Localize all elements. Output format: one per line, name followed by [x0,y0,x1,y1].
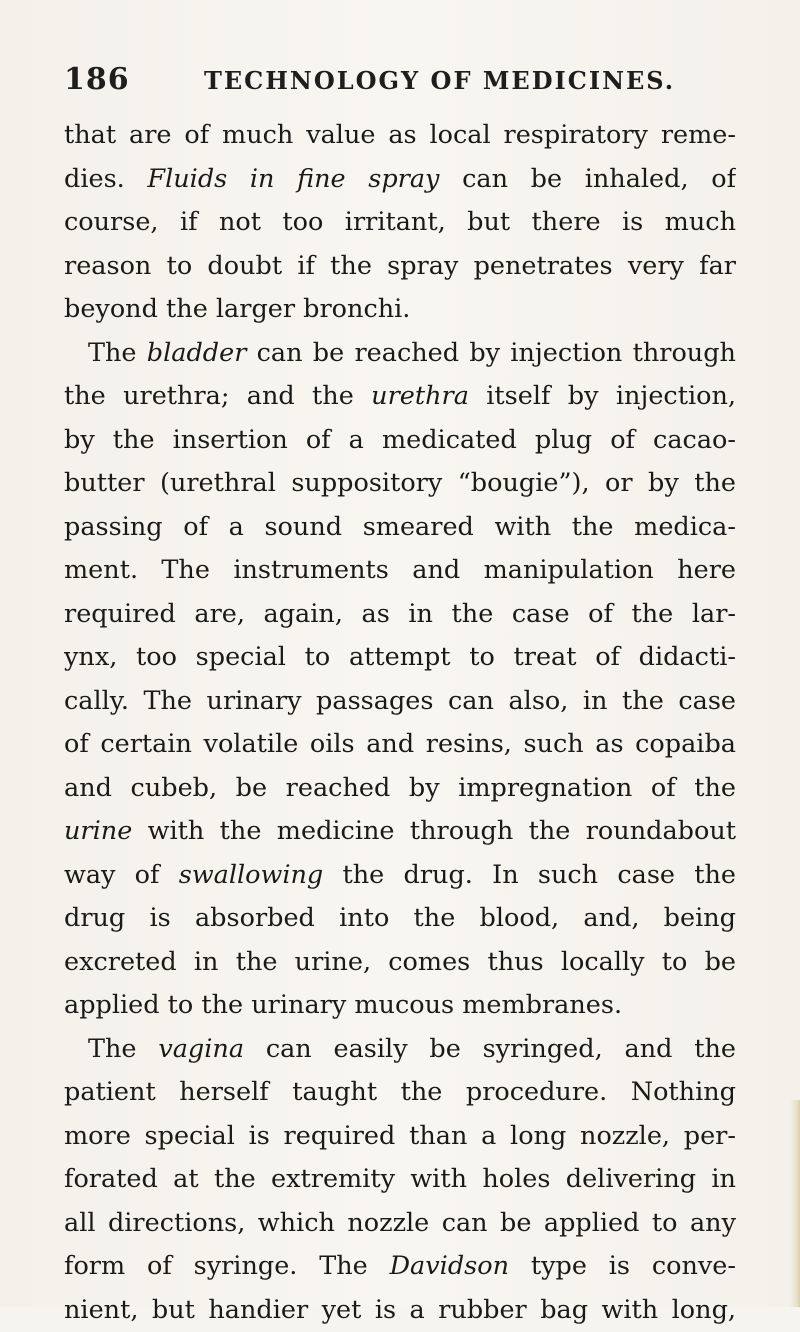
text-segment: with the medicine through the roundabout [132,816,736,846]
italic-term: urine [64,816,132,846]
text-segment: excreted in the urine, comes thus locally to be [64,947,736,977]
text-line [64,158,736,202]
text-line [64,288,736,332]
text-line [64,462,736,506]
text-line [64,245,736,289]
text-segment: ment. The instruments and manipulation here [64,555,736,585]
text-line [64,1028,736,1072]
text-line [64,854,736,898]
italic-term: vagina [158,1034,244,1064]
text-segment: can be inhaled, of [439,164,736,194]
text-segment: the drug. In such case the [323,860,736,890]
text-segment: nient, but handier yet is a rubber bag with long, [64,1295,736,1325]
text-line [64,593,736,637]
text-segment: ynx, too special to attempt to treat of didacti- [64,642,736,672]
text-line [64,1202,736,1246]
text-segment: drug is absorbed into the blood, and, being [64,903,736,933]
text-line [64,419,736,463]
text-segment: course, if not too irritant, but there is much [64,207,736,237]
page-number: 186 [64,62,130,97]
text-segment: The [88,1034,158,1064]
text-segment: form of syringe. The [64,1251,390,1281]
text-line [64,332,736,376]
text-line [64,1289,736,1332]
italic-term: Davidson [390,1251,509,1281]
text-segment: and cubeb, be reached by impregnation of the [64,773,736,803]
text-line [64,723,736,767]
text-segment: beyond the larger bronchi. [64,294,410,324]
text-segment: required are, again, as in the case of the lar- [64,599,736,629]
italic-term: bladder [147,338,247,368]
text-segment: forated at the extremity with holes delivering in [64,1164,736,1194]
text-line [64,767,736,811]
text-line [64,1158,736,1202]
text-line [64,636,736,680]
text-line [64,680,736,724]
text-line [64,506,736,550]
text-line [64,375,736,419]
italic-term: swallowing [179,860,324,890]
text-segment: can easily be syringed, and the [244,1034,736,1064]
text-segment: by the insertion of a medicated plug of cacao- [64,425,736,455]
text-segment: dies. [64,164,147,194]
text-segment: all directions, which nozzle can be applied to any [64,1208,736,1238]
text-segment: more special is required than a long nozzle, per- [64,1121,736,1151]
text-segment: applied to the urinary mucous membranes. [64,990,622,1020]
italic-term: urethra [371,381,469,411]
italic-term: Fluids in fine spray [147,164,439,194]
running-head: TECHNOLOGY OF MEDICINES. [204,66,675,95]
text-segment: The [88,338,147,368]
text-line [64,984,736,1028]
text-line [64,201,736,245]
text-segment: of certain volatile oils and resins, such as copaiba [64,729,736,759]
text-line [64,810,736,854]
text-segment: type is conve- [509,1251,736,1281]
text-segment: butter (urethral suppository “bougie”), or by the [64,468,736,498]
text-segment: the urethra; and the [64,381,371,411]
text-segment: that are of much value as local respiratory reme- [64,120,736,150]
text-line [64,1245,736,1289]
text-segment: passing of a sound smeared with the medica- [64,512,736,542]
text-segment: itself by injection, [469,381,736,411]
text-segment: reason to doubt if the spray penetrates very far [64,251,736,281]
text-line [64,549,736,593]
body-text [64,114,736,1332]
text-segment: way of [64,860,179,890]
text-line [64,1071,736,1115]
page-header [64,62,744,102]
text-line [64,897,736,941]
text-line [64,114,736,158]
page-edge [790,1100,800,1307]
text-line [64,941,736,985]
text-segment: patient herself taught the procedure. Nothing [64,1077,736,1107]
text-segment: cally. The urinary passages can also, in the case [64,686,736,716]
text-segment: can be reached by injection through [246,338,736,368]
text-line [64,1115,736,1159]
